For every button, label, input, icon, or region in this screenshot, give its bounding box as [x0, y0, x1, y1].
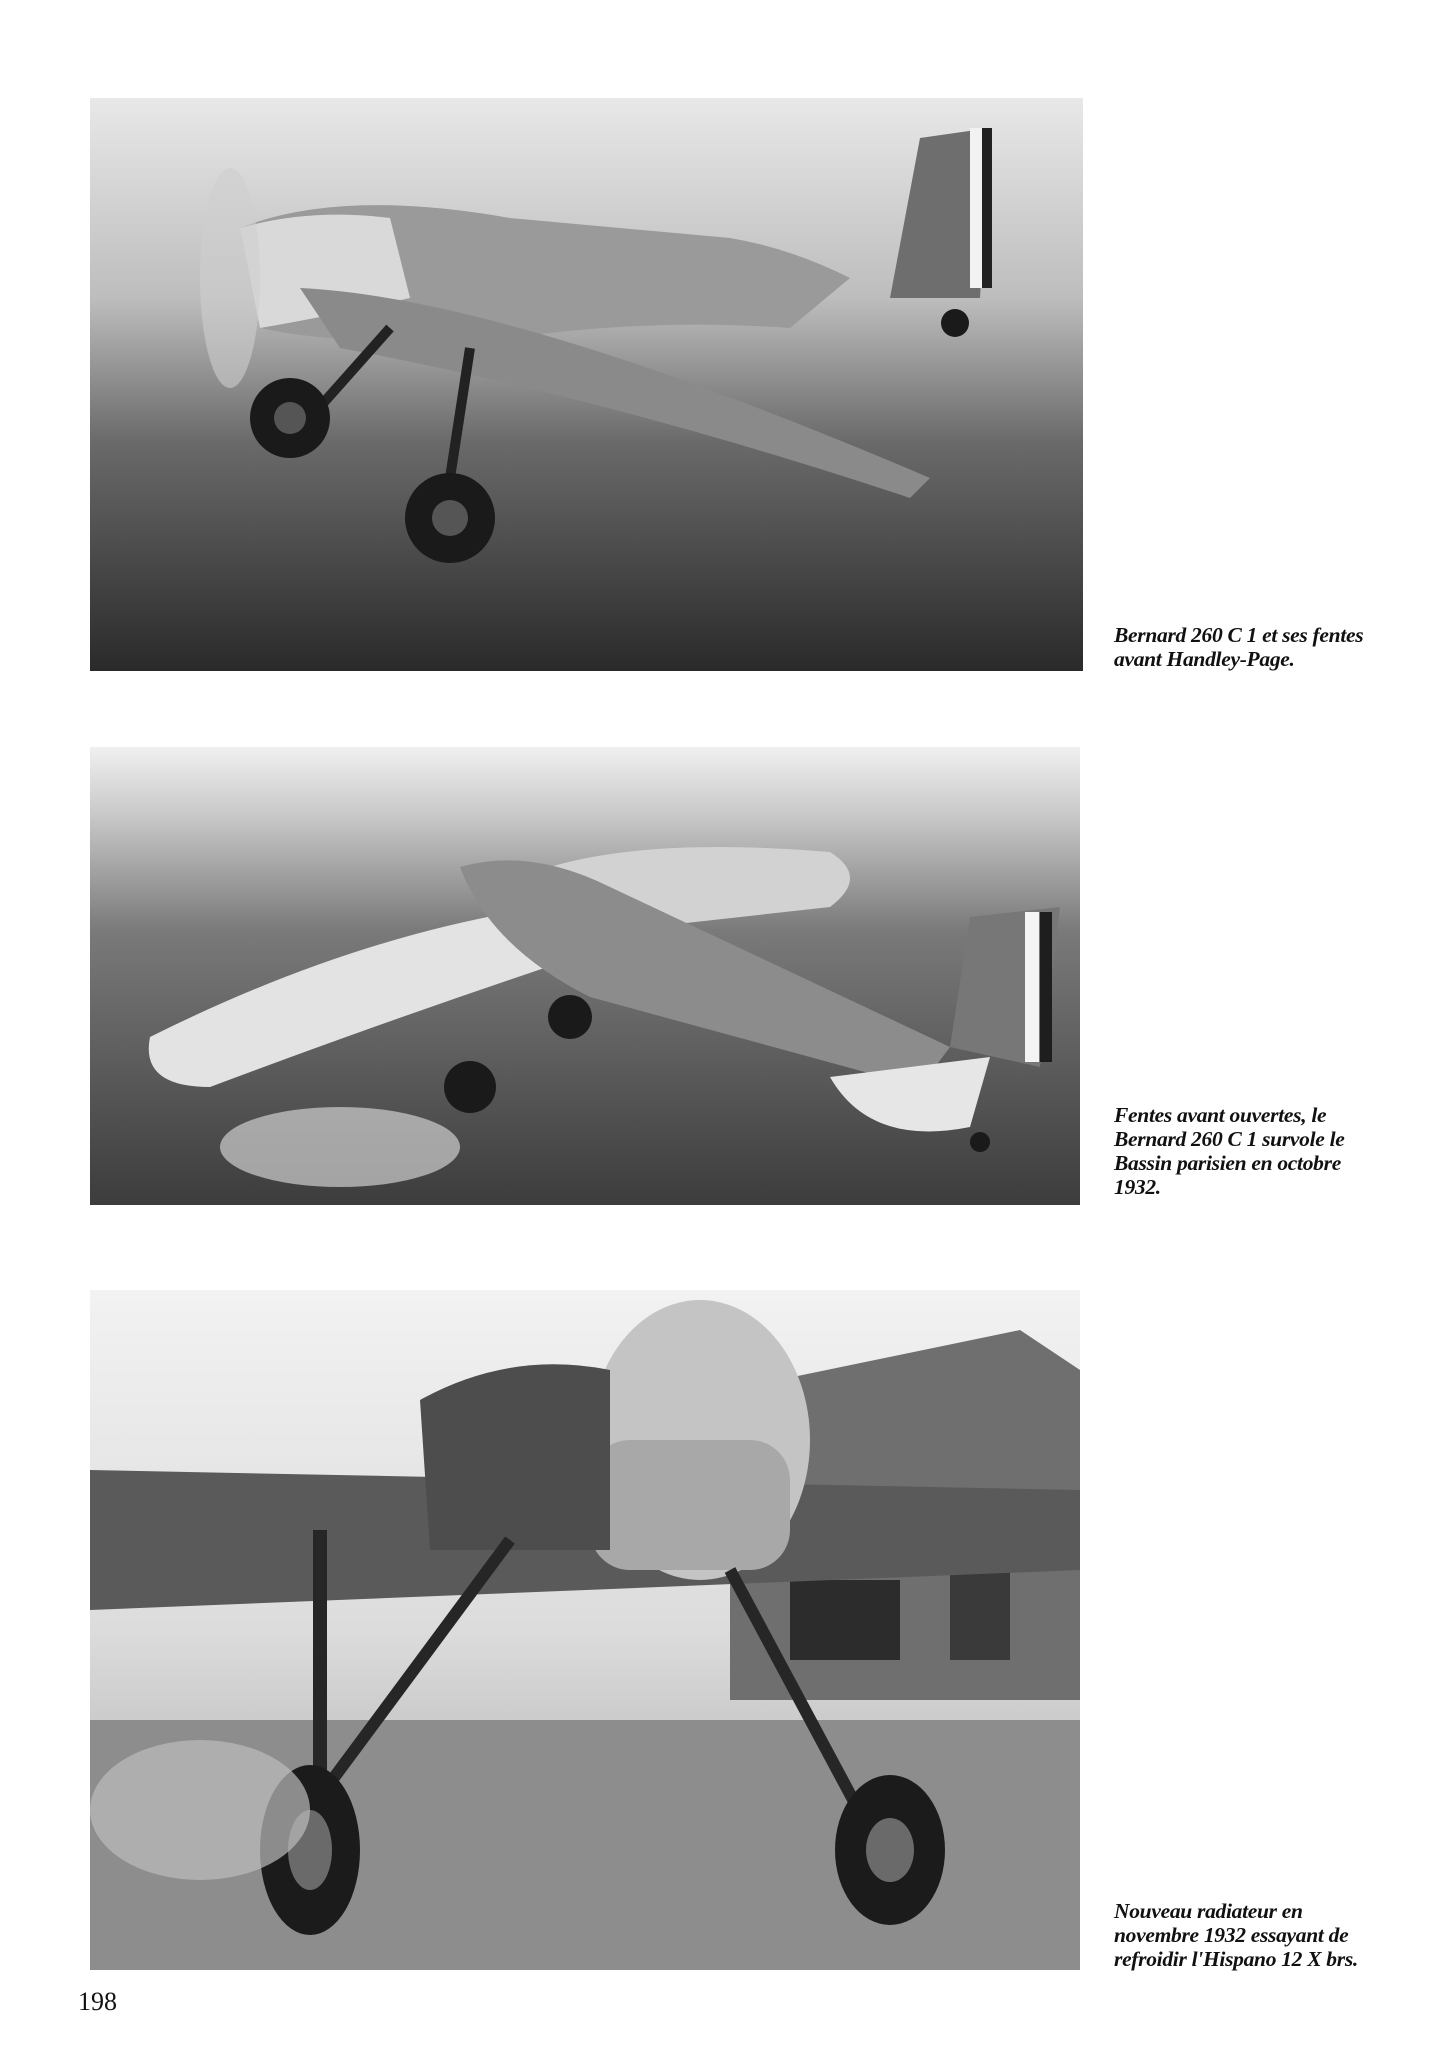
caption-line: refroidir l'Hispano 12 X brs. [1114, 1947, 1358, 1971]
figure-caption [1114, 1899, 1414, 1971]
aircraft-ground-radiator-image [90, 1290, 1080, 1970]
caption-line: Fentes avant ouvertes, le [1114, 1103, 1327, 1127]
caption-line: novembre 1932 essayant de [1114, 1923, 1349, 1947]
caption-line: Bassin parisien en octobre [1114, 1151, 1341, 1175]
photo-aircraft-banking [90, 747, 1080, 1205]
caption-line: 1932. [1114, 1175, 1161, 1199]
photo-aircraft-ground-radiator [90, 1290, 1080, 1970]
caption-line: Nouveau radiateur en [1114, 1899, 1303, 1923]
aircraft-low-flight-image [90, 98, 1083, 671]
figure-caption [1114, 1103, 1414, 1199]
aircraft-banking-image [90, 747, 1080, 1205]
figure-caption [1114, 623, 1414, 671]
caption-line: Bernard 260 C 1 survole le [1114, 1127, 1345, 1151]
caption-line: avant Handley-Page. [1114, 647, 1295, 671]
page-number: 198 [78, 1987, 117, 2016]
photo-aircraft-low-flight [90, 98, 1083, 671]
caption-line: Bernard 260 C 1 et ses fentes [1114, 623, 1364, 647]
